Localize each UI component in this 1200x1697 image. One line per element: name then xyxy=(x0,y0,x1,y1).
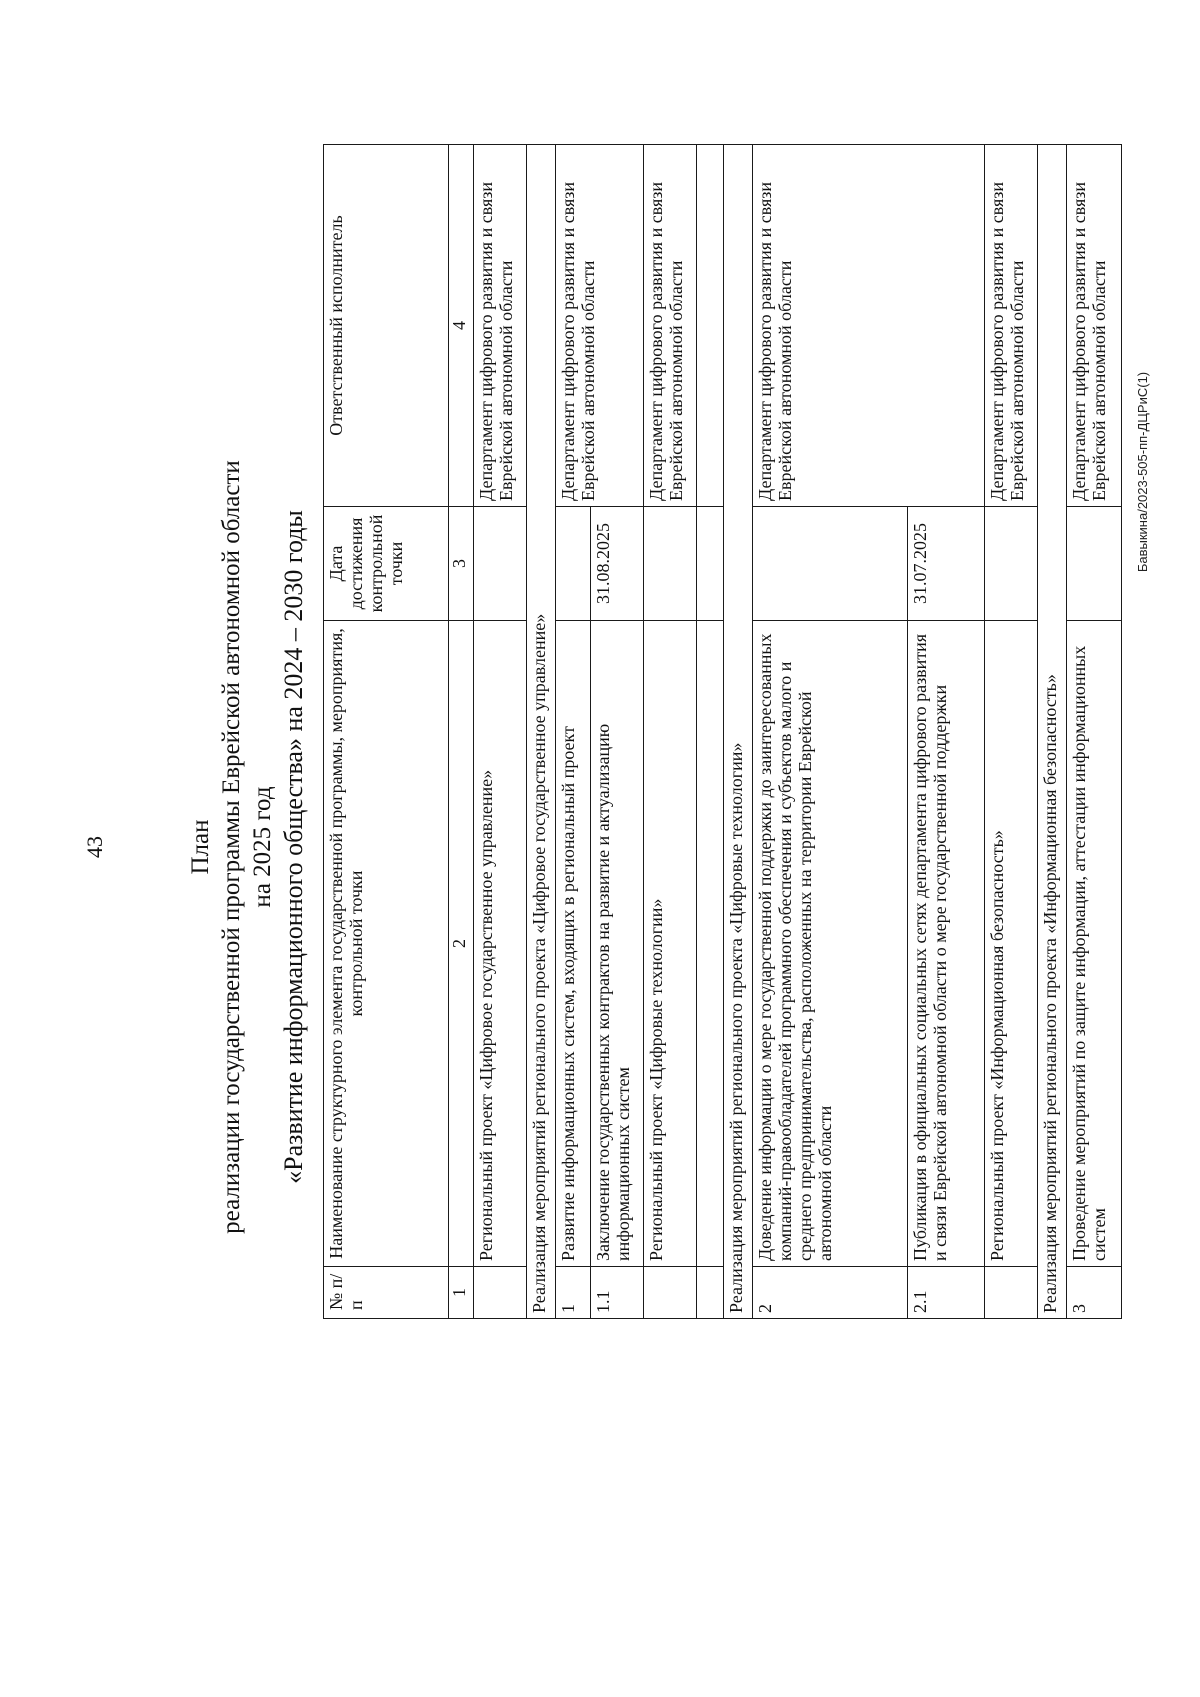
row-name: Публикация в официальных социальных сетях департамента цифрового развития и связи Еврейской автономной области о мере государственной поддержки xyxy=(908,621,985,1267)
row-date: 31.08.2025 xyxy=(591,507,644,621)
empty-cell xyxy=(697,621,724,1267)
row-date xyxy=(556,507,591,621)
table-index-row xyxy=(449,145,474,1319)
row-name: Проведение мероприятий по защите информации, аттестации информационных систем xyxy=(1067,621,1122,1267)
row-num: 1 xyxy=(556,1267,591,1319)
table-section-row xyxy=(1038,145,1067,1319)
row-num: 1.1 xyxy=(591,1267,644,1319)
index-cell-3: 3 xyxy=(449,507,474,621)
row-num xyxy=(644,1267,697,1319)
index-cell-2: 2 xyxy=(449,621,474,1267)
row-responsible: Департамент цифрового развития и связи Еврейской автономной области xyxy=(474,145,527,507)
row-date xyxy=(474,507,527,621)
row-name: Региональный проект «Информационная безопасность» xyxy=(985,621,1038,1267)
section-title: Реализация мероприятий регионального проекта «Информационная безопасность» xyxy=(1038,145,1067,1319)
row-responsible: Департамент цифрового развития и связи Еврейской автономной области xyxy=(753,145,985,507)
table-row xyxy=(474,145,527,1319)
index-cell-4: 4 xyxy=(449,145,474,507)
row-date xyxy=(1067,507,1122,621)
title-line-year: на 2025 год xyxy=(249,786,276,908)
table-row xyxy=(985,145,1038,1319)
row-date xyxy=(985,507,1038,621)
plan-table xyxy=(323,144,1122,1319)
table-section-row xyxy=(527,145,556,1319)
header-responsible: Ответственный исполнитель xyxy=(324,145,449,507)
index-cell-1: 1 xyxy=(449,1267,474,1319)
document-stamp: Бавыкина/2023-505-пп-ДЦРиС(1) xyxy=(1135,371,1150,573)
header-num: № п/п xyxy=(324,1267,449,1319)
table-empty-row xyxy=(697,145,724,1319)
header-date: Дата достижения контрольной точки xyxy=(324,507,449,621)
empty-cell xyxy=(697,507,724,621)
row-responsible: Департамент цифрового развития и связи Еврейской автономной области xyxy=(985,145,1038,507)
row-responsible: Департамент цифрового развития и связи Еврейской автономной области xyxy=(1067,145,1122,507)
title-line-program: реализации государственной программы Еврейской автономной области xyxy=(218,460,245,1234)
row-num xyxy=(474,1267,527,1319)
row-num: 3 xyxy=(1067,1267,1122,1319)
row-num: 2.1 xyxy=(908,1267,985,1319)
row-name: Развитие информационных систем, входящих в региональный проект xyxy=(556,621,591,1267)
row-num: 2 xyxy=(753,1267,908,1319)
row-responsible: Департамент цифрового развития и связи Еврейской автономной области xyxy=(644,145,697,507)
section-title: Реализация мероприятий регионального проекта «Цифровое государственное управление» xyxy=(527,145,556,1319)
row-name: Региональный проект «Цифровое государственное управление» xyxy=(474,621,527,1267)
row-date xyxy=(644,507,697,621)
row-name: Доведение информации о мере государственной поддержки до заинтересованных компаний-правообладателей программного обеспечения и субъектов малого и среднего предпринимательства, расположенных на территории Еврейской автономной области xyxy=(753,621,908,1267)
document-title xyxy=(185,247,309,1447)
row-name: Региональный проект «Цифровые технологии» xyxy=(644,621,697,1267)
title-line-period: «Развитие информационного общества» на 2024 – 2030 годы xyxy=(279,510,308,1184)
table-header-row xyxy=(324,145,449,1319)
section-title: Реализация мероприятий регионального проекта «Цифровые технологии» xyxy=(724,145,753,1319)
table-row xyxy=(753,145,908,1319)
row-num xyxy=(985,1267,1038,1319)
row-date xyxy=(753,507,908,621)
row-name: Заключение государственных контрактов на развитие и актуализацию информационных систем xyxy=(591,621,644,1267)
table-row xyxy=(1067,145,1122,1319)
table-row xyxy=(644,145,697,1319)
row-date: 31.07.2025 xyxy=(908,507,985,621)
table-section-row xyxy=(724,145,753,1319)
title-line-plan: План xyxy=(187,819,214,875)
empty-cell xyxy=(697,1267,724,1319)
header-name: Наименование структурного элемента государственной программы, мероприятия, контрольной точки xyxy=(324,621,449,1267)
page-number: 43 xyxy=(82,836,107,858)
empty-cell xyxy=(697,145,724,507)
table-row xyxy=(556,145,591,1319)
row-responsible: Департамент цифрового развития и связи Еврейской автономной области xyxy=(556,145,644,507)
